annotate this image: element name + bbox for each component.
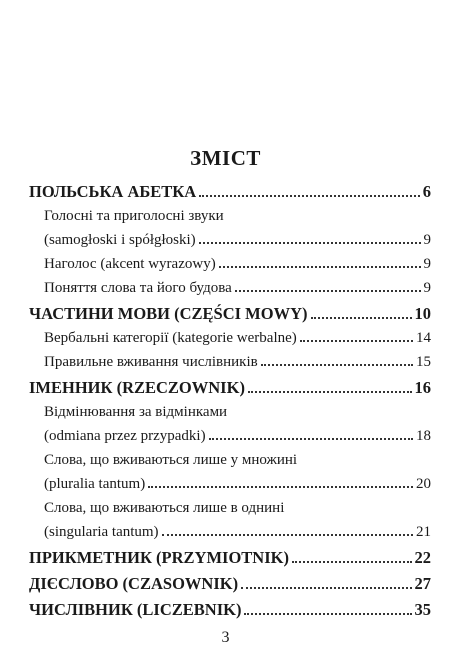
toc-page-number: 10 [414,304,431,323]
toc-entry-verbal-categories [29,330,431,354]
toc-page-number: 20 [416,476,431,492]
dot-leader [199,195,420,197]
toc-page-number: 9 [423,280,431,296]
toc-entry-polish-alphabet [29,182,431,208]
dot-leader [241,587,411,589]
toc-entry-label: Голосні та приголосні звуки [44,208,224,224]
dot-leader [244,613,411,615]
dot-leader [248,391,412,393]
toc-entry-label: (samogłoski i spółgłoski) [44,232,196,248]
toc-entry-pluralia [29,476,431,500]
toc-entry-label: ЧИСЛІВНИК (LICZEBNIK) [29,600,242,619]
toc-entry-noun [29,378,431,404]
toc-entry-label: Відмінювання за відмінками [44,404,228,420]
toc-entry-declension [29,428,431,452]
toc-entry-singularia-line1 [29,500,431,524]
toc-page-number: 6 [422,182,431,201]
toc-entry-vowels-consonants-line1 [29,208,431,232]
toc-page-number: 18 [416,428,431,444]
toc-page-number: 14 [416,330,431,346]
dot-leader [148,486,413,488]
dot-leader [235,290,421,292]
toc-page-number: 35 [414,600,431,619]
toc-entry-label: ПРИКМЕТНИК (PRZYMIOTNIK) [29,548,289,567]
toc-entry-numerals-usage [29,354,431,378]
toc-entry-vowels-consonants [29,232,431,256]
toc-entry-numeral [29,600,431,626]
toc-page-number: 9 [423,256,431,272]
toc-entry-singularia [29,524,431,548]
toc-entry-pluralia-line1 [29,452,431,476]
toc-page-number: 21 [416,524,431,540]
toc-entry-declension-line1 [29,404,431,428]
dot-leader [261,364,413,366]
toc-entry-label: Вербальні категорії (kategorie werbalne) [44,330,297,346]
dot-leader [300,340,413,342]
dot-leader [209,438,413,440]
dot-leader [162,534,413,536]
toc-entry-stress [29,256,431,280]
toc-entry-label: ДІЄСЛОВО (CZASOWNIK) [29,574,239,593]
toc-entry-label: Слова, що вживаються лише в однині [44,500,285,516]
toc-entry-parts-of-speech [29,304,431,330]
dot-leader [311,317,412,319]
toc-entry-label: ІМЕННИК (RZECZOWNIK) [29,378,245,397]
toc-entry-label: Поняття слова та його будова [44,280,232,296]
toc-page-number: 15 [416,354,431,370]
toc-entry-label: (pluralia tantum) [44,476,146,492]
toc-page-number: 22 [414,548,431,567]
toc-entry-label: ПОЛЬСЬКА АБЕТКА [29,182,197,201]
page-title: ЗМІСТ [190,146,261,170]
toc-entry-label: Слова, що вживаються лише у множині [44,452,298,468]
toc-page-number: 16 [414,378,431,397]
toc-entry-label: (odmiana przez przypadki) [44,428,206,444]
dot-leader [199,242,421,244]
toc-entry-word-structure [29,280,431,304]
toc-entry-label: ЧАСТИНИ МОВИ (CZĘŚCI MOWY) [29,304,308,323]
toc-entry-label: Правильне вживання числівників [44,354,258,370]
toc-page-number: 27 [414,574,431,593]
dot-leader [219,266,421,268]
toc-page-number: 9 [423,232,431,248]
page-footer-number: 3 [221,629,230,646]
toc-entry-label: (singularia tantum) [44,524,159,540]
toc-entry-adjective [29,548,431,574]
table-of-contents [29,182,431,626]
toc-entry-label: Наголос (akcent wyrazowy) [44,256,216,272]
dot-leader [292,561,412,563]
toc-entry-verb [29,574,431,600]
